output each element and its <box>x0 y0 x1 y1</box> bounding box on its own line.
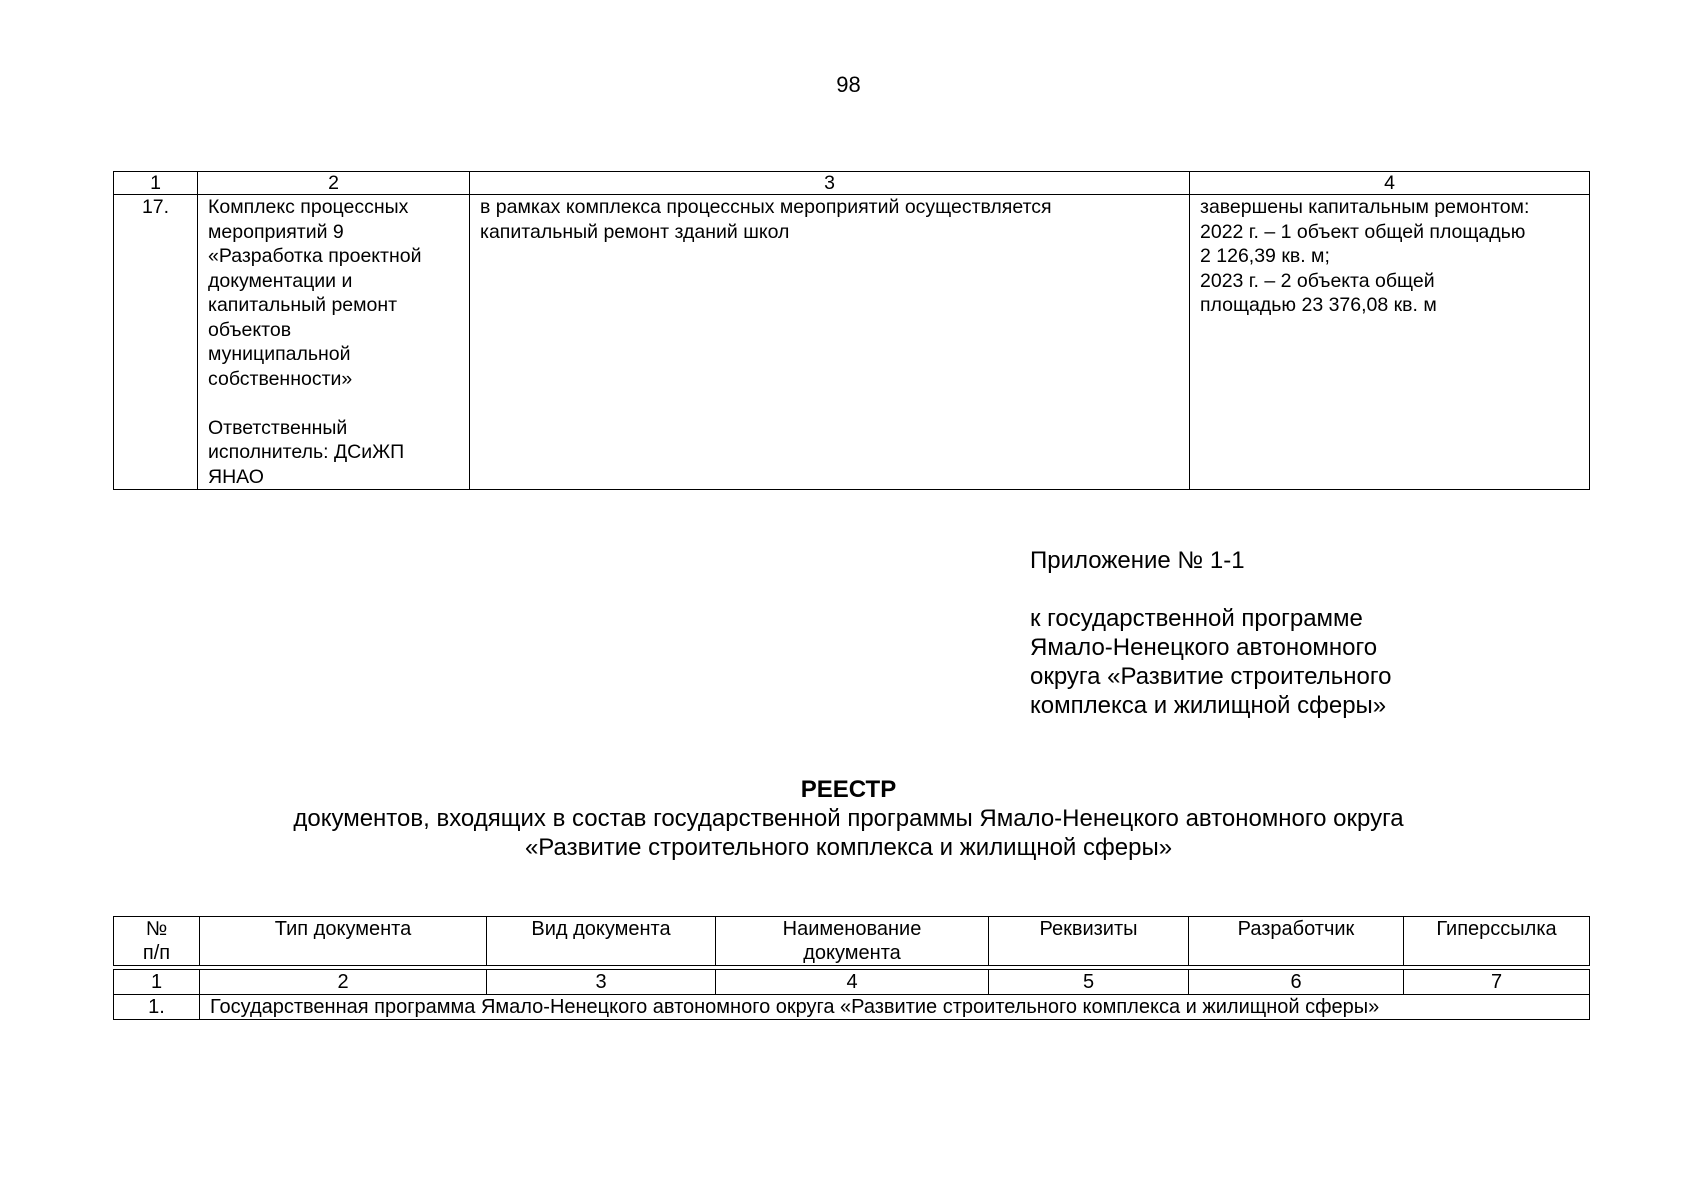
appendix-line: к государственной программе <box>1030 605 1363 632</box>
registry-header-row <box>114 917 1590 966</box>
appendix-title: Приложение № 1-1 <box>1030 547 1245 574</box>
header-cell-doc-kind <box>487 917 716 966</box>
column-number-cell: 6 <box>1189 970 1404 995</box>
column-number-cell: 1 <box>114 970 200 995</box>
column-number-cell: 3 <box>487 970 716 995</box>
header-line: Наименование <box>782 918 922 940</box>
page-number: 98 <box>836 72 861 97</box>
column-number-cell: 3 <box>470 172 1190 195</box>
column-number-cell: 7 <box>1404 970 1590 995</box>
appendix-block <box>1030 546 1391 720</box>
appendix-spacer <box>1030 575 1391 604</box>
result-text: завершены капитальным ремонтом: 2022 г. – 1 объект общей площадью 2 126,39 кв. м; 2023 г. – 2 объекта общей площадью 23 376,08 кв. м <box>1200 196 1530 316</box>
appendix-line: Ямало-Ненецкого автономного <box>1030 634 1378 661</box>
program-name-cell: Государственная программа Ямало-Ненецкого автономного округа «Развитие строительного комплекса и жилищной сферы» <box>200 995 1590 1020</box>
header-line: Гиперссылка <box>1436 918 1557 940</box>
table-row <box>114 995 1590 1020</box>
header-cell-number <box>114 917 200 966</box>
column-number-cell: 4 <box>716 970 989 995</box>
column-number-cell: 5 <box>989 970 1189 995</box>
column-number-cell: 2 <box>200 970 487 995</box>
registry-number-row <box>114 970 1590 995</box>
measure-name-text: Комплекс процессных мероприятий 9 «Разработка проектной документации и капитальный ремонт объектов муниципальной собственности» Ответственный исполнитель: ДСиЖП ЯНАО <box>208 196 422 488</box>
appendix-line: комплекса и жилищной сферы» <box>1030 692 1387 719</box>
measure-name-cell <box>198 195 470 490</box>
header-line: п/п <box>142 942 171 964</box>
header-line: № <box>145 918 168 940</box>
column-number-cell: 2 <box>198 172 470 195</box>
table-row <box>114 195 1590 490</box>
header-cell-hyperlink <box>1404 917 1590 966</box>
description-cell <box>470 195 1190 490</box>
header-cell-doc-name <box>716 917 989 966</box>
row-number-cell: 1. <box>114 995 200 1020</box>
registry-subtitle-line: документов, входящих в состав государственной программы Ямало-Ненецкого автономного округа <box>293 805 1404 832</box>
header-cell-doc-type <box>200 917 487 966</box>
header-line: Вид документа <box>531 918 671 940</box>
column-number-cell: 1 <box>114 172 198 195</box>
continuation-table-header-row <box>114 172 1590 195</box>
registry-heading: РЕЕСТР <box>800 776 897 803</box>
continuation-table <box>113 171 1590 490</box>
header-line: Разработчик <box>1237 918 1355 940</box>
header-line: Тип документа <box>274 918 412 940</box>
header-cell-developer <box>1189 917 1404 966</box>
row-number-cell: 17. <box>114 195 198 490</box>
header-line: Реквизиты <box>1039 918 1138 940</box>
appendix-line: округа «Развитие строительного <box>1030 663 1392 690</box>
registry-subtitle-line: «Развитие строительного комплекса и жилищной сферы» <box>524 834 1173 861</box>
registry-table <box>113 916 1590 1020</box>
description-text: в рамках комплекса процессных мероприятий осуществляется капитальный ремонт зданий школ <box>480 196 1052 243</box>
result-cell <box>1190 195 1590 490</box>
header-cell-requisites <box>989 917 1189 966</box>
header-line: документа <box>803 942 901 964</box>
column-number-cell: 4 <box>1190 172 1590 195</box>
